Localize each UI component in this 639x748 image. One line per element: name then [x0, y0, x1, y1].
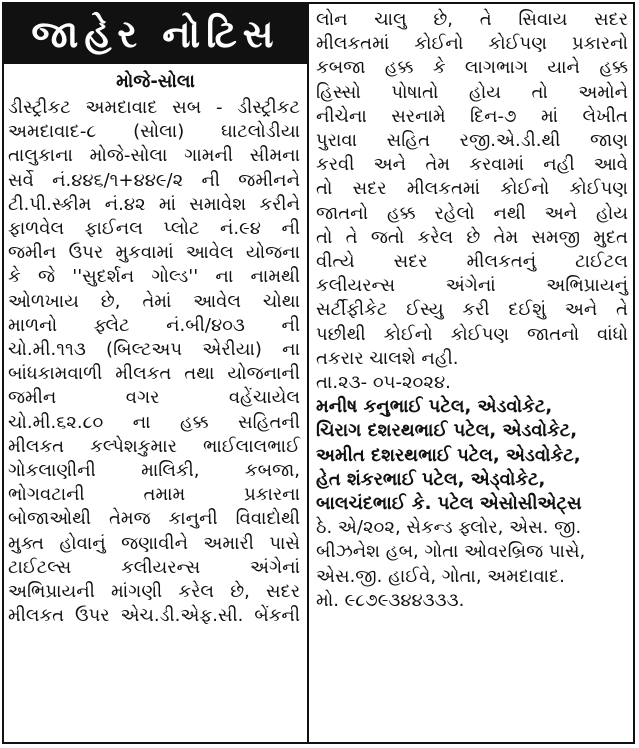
left-line: સર્વે નં.૪૪૬/૧+૪૪૯/૨ ની જમીનને	[8, 169, 300, 191]
right-line: કલીયરન્સ અંગેનાં અભિપ્રાયનું	[316, 275, 628, 297]
right-line: નીચેના સરનામે દિન-૭ માં લેખીત	[316, 105, 628, 127]
left-line: કે જે ''સુદર્શન ગોલ્ડ'' ના નામથી	[8, 266, 300, 288]
left-line: ગોકલાણીની માલિકી, કબજા,	[8, 460, 300, 482]
right-line: જાતનો હક્ક રહેલો નથી અને હોય	[316, 202, 628, 224]
right-line: કરવી અને તેમ કરવામાં નહી આવે	[316, 154, 628, 176]
notice-title: જાહેર નોટિસ	[4, 4, 307, 64]
right-line: પછીથી કોઈનો કોઈપણ જાતનો વાંધો	[316, 323, 628, 345]
signatory: ચિરાગ દશરથભાઈ પટેલ, એડવોકેટ,	[316, 420, 578, 442]
right-line: મીલકતમાં કોઈનો કોઈપણ પ્રકારનો	[316, 33, 628, 55]
left-line: બાંધકામવાળી મીલકત તથા યોજનાની	[8, 363, 300, 385]
left-line: ટાઈટલ્સ કલીયરન્સ અંગેનાં	[8, 556, 300, 578]
right-line: તકરાર ચાલશે નહી.	[316, 347, 459, 369]
address-line: ઠે. એ/૨૦૨, સેકન્ડ ફ્લોર, એસ. જી.	[316, 517, 582, 539]
right-line: હિસ્સો પોષાતો હોય તો અમોને	[316, 81, 628, 103]
right-line: લોન ચાલુ છે, તે સિવાય સદર	[316, 9, 628, 30]
column-divider	[307, 4, 309, 744]
left-line: અમદાવાદ-૮ (સોલા) ઘાટલોડીયા	[8, 121, 300, 143]
address-line: બીઝનેશ હબ, ગોતા ઓવરબ્રિજ પાસે,	[316, 541, 586, 563]
left-line: ચો.મી.૬૨.૮૦ ના હક્ક સહિતની	[8, 411, 300, 433]
left-line: ચો.મી.૧૧૩ (બિલ્ટઅપ એરીયા) ના	[8, 339, 300, 361]
right-line: તો તે જતો કરેલ છે તેમ સમજી મુદત	[316, 226, 628, 248]
right-line: સર્ટીફીકેટ ઈસ્યુ કરી દઈશું અને તે	[316, 299, 628, 321]
left-line: માળનો ફ્લેટ નં.બી/૪૦૩ ની	[8, 314, 300, 336]
left-line: મીલકત કલ્પેશકુમાર ભાઈલાલભાઈ	[8, 435, 300, 457]
right-line: વીત્યે સદર મીલકતનું ટાઈટલ	[316, 251, 628, 273]
left-line: ઓળખાય છે, તેમાં આવેલ ચોથા	[8, 290, 300, 312]
left-line: તાલુકાના મોજે-સોલા ગામની સીમના	[8, 145, 300, 167]
left-line: અભિપ્રાયની માંગણી કરેલ છે, સદર	[8, 581, 300, 603]
left-line: જમીન ઉપર મુકવામાં આવેલ યોજના	[8, 242, 300, 264]
left-line: ડીસ્ટ્રીકટ અમદાવાદ સબ - ડીસ્ટ્રીકટ	[8, 97, 300, 118]
left-line: ફાળવેલ ફાઈનલ પ્લોટ નં.૯૪ ની	[8, 218, 300, 240]
firm-name: બાલચંદભાઈ કે. પટેલ એસોસીએટ્સ	[316, 493, 582, 515]
right-line: કબજા હક્ક કે લાગભાગ યાને હક્ક	[316, 57, 628, 79]
signatory: હેત શંકરભાઈ પટેલ, એડ્વોકેટ,	[316, 468, 546, 490]
phone-number: મો. ૯૮૭૯૩૪૪૩૩૩.	[316, 589, 465, 611]
left-line: ટી.પી.સ્કીમ નં.૪૨ માં સમાવેશ કરીને	[8, 193, 300, 215]
right-line: પુરાવા સહિત રજી.એ.ડી.થી જાણ	[316, 130, 628, 152]
notice-subheading: મોજે-સોલા	[116, 71, 195, 92]
right-line: તો સદર મીલકતમાં કોઈનો કોઈપણ	[316, 178, 628, 200]
left-line: ભોગવટાની તમામ પ્રકારના	[8, 484, 300, 506]
left-line: મુક્ત હોવાનું જણાવીને અમારી પાસે	[8, 532, 300, 554]
right-column-text	[316, 8, 628, 613]
left-column-text	[8, 96, 300, 628]
notice-date: તા.૨૩- ૦૫-૨૦૨૪.	[316, 372, 451, 394]
signatory: મનીષ કનુભાઈ પટેલ, એડવોકેટ,	[316, 396, 553, 418]
address-line: એસ.જી. હાઈવે, ગોતા, અમદાવાદ.	[316, 565, 565, 587]
signatory: અમીત દશરથભાઈ પટેલ, એડવોકેટ,	[316, 444, 581, 466]
left-line: મીલકત ઉપર એચ.ડી.એફ.સી. બેંકની	[8, 605, 300, 627]
left-line: બોજાઓથી તેમજ કાનુની વિવાદોથી	[8, 508, 300, 530]
left-line: જમીન વગર વહેંચાયેલ	[8, 387, 300, 409]
